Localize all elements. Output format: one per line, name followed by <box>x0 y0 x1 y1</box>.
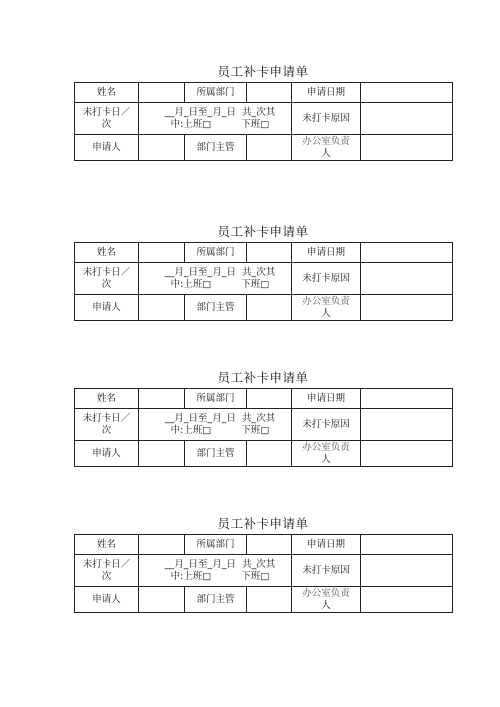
apply-date-label: 申请日期 <box>292 83 361 103</box>
dept-label: 所属部门 <box>185 535 247 555</box>
table-row <box>75 295 453 321</box>
reason-label: 未打卡原因 <box>292 555 361 587</box>
reason-label: 未打卡原因 <box>292 409 361 441</box>
dept-label: 所属部门 <box>185 83 247 103</box>
apply-date-field[interactable] <box>361 83 453 103</box>
dept-head-field[interactable] <box>247 587 292 613</box>
office-head-label-line2: 人 <box>321 599 331 611</box>
period-line2: 中:上班□ 下班□ <box>170 424 270 436</box>
period-field[interactable] <box>139 103 292 135</box>
form-3 <box>74 368 452 467</box>
dept-field[interactable] <box>247 83 292 103</box>
applicant-field[interactable] <box>139 587 185 613</box>
office-head-field[interactable] <box>361 295 453 321</box>
period-line1: __月_日至_月_日 共_次其 <box>164 266 276 278</box>
period-line2: 中:上班□ 下班□ <box>170 278 270 290</box>
table-row <box>75 409 453 441</box>
form-title: 员工补卡申请单 <box>217 64 309 79</box>
table-row <box>75 535 453 555</box>
dept-field[interactable] <box>247 535 292 555</box>
office-head-label-line2: 人 <box>321 147 331 159</box>
period-field[interactable] <box>139 409 292 441</box>
missing-date-label-line1: 未打卡日／ <box>82 106 131 118</box>
office-head-field[interactable] <box>361 441 453 467</box>
dept-label: 所属部门 <box>185 243 247 263</box>
form-table <box>74 242 453 321</box>
period-field[interactable] <box>139 263 292 295</box>
table-row <box>75 389 453 409</box>
table-row <box>75 555 453 587</box>
applicant-field[interactable] <box>139 295 185 321</box>
missing-date-label-line1: 未打卡日／ <box>82 558 131 570</box>
office-head-label-line1: 办公室负责 <box>302 587 350 599</box>
name-field[interactable] <box>139 243 185 263</box>
missing-date-label-line1: 未打卡日／ <box>82 412 131 424</box>
form-title: 员工补卡申请单 <box>217 224 309 239</box>
form-table <box>74 534 453 613</box>
applicant-label: 申请人 <box>75 135 139 161</box>
dept-label: 所属部门 <box>185 389 247 409</box>
office-head-label <box>292 441 361 467</box>
table-row <box>75 263 453 295</box>
missing-date-label <box>75 103 139 135</box>
form-4 <box>74 514 452 613</box>
missing-date-label-line2: 次 <box>101 278 112 290</box>
period-line2: 中:上班□ 下班□ <box>170 118 270 130</box>
missing-date-label-line2: 次 <box>101 118 112 130</box>
dept-head-field[interactable] <box>247 441 292 467</box>
table-row <box>75 243 453 263</box>
dept-field[interactable] <box>247 389 292 409</box>
office-head-field[interactable] <box>361 587 453 613</box>
period-line1: __月_日至_月_日 共_次其 <box>164 558 276 570</box>
reason-field[interactable] <box>361 103 453 135</box>
missing-date-label-line1: 未打卡日／ <box>82 266 131 278</box>
table-row <box>75 103 453 135</box>
office-head-label-line2: 人 <box>321 453 331 465</box>
reason-label: 未打卡原因 <box>292 263 361 295</box>
name-label: 姓名 <box>75 243 139 263</box>
missing-date-label <box>75 409 139 441</box>
dept-head-label: 部门主管 <box>185 135 247 161</box>
dept-head-field[interactable] <box>247 295 292 321</box>
apply-date-field[interactable] <box>361 535 453 555</box>
reason-field[interactable] <box>361 555 453 587</box>
office-head-label <box>292 135 361 161</box>
reason-field[interactable] <box>361 409 453 441</box>
table-row <box>75 441 453 467</box>
reason-field[interactable] <box>361 263 453 295</box>
name-label: 姓名 <box>75 389 139 409</box>
dept-head-label: 部门主管 <box>185 587 247 613</box>
dept-head-field[interactable] <box>247 135 292 161</box>
period-line1: __月_日至_月_日 共_次其 <box>164 412 276 424</box>
period-field[interactable] <box>139 555 292 587</box>
apply-date-label: 申请日期 <box>292 389 361 409</box>
applicant-field[interactable] <box>139 441 185 467</box>
applicant-field[interactable] <box>139 135 185 161</box>
name-label: 姓名 <box>75 83 139 103</box>
form-table <box>74 388 453 467</box>
applicant-label: 申请人 <box>75 295 139 321</box>
form-2 <box>74 222 452 321</box>
dept-head-label: 部门主管 <box>185 295 247 321</box>
missing-date-label <box>75 555 139 587</box>
office-head-label-line2: 人 <box>321 307 331 319</box>
office-head-label-line1: 办公室负责 <box>302 135 350 147</box>
dept-head-label: 部门主管 <box>185 441 247 467</box>
table-row <box>75 135 453 161</box>
dept-field[interactable] <box>247 243 292 263</box>
apply-date-label: 申请日期 <box>292 535 361 555</box>
applicant-label: 申请人 <box>75 587 139 613</box>
apply-date-label: 申请日期 <box>292 243 361 263</box>
period-line1: __月_日至_月_日 共_次其 <box>164 106 276 118</box>
reason-label: 未打卡原因 <box>292 103 361 135</box>
name-label: 姓名 <box>75 535 139 555</box>
office-head-field[interactable] <box>361 135 453 161</box>
missing-date-label-line2: 次 <box>101 424 112 436</box>
table-row <box>75 587 453 613</box>
office-head-label <box>292 587 361 613</box>
period-line2: 中:上班□ 下班□ <box>170 570 270 582</box>
name-field[interactable] <box>139 83 185 103</box>
form-1 <box>74 62 452 161</box>
name-field[interactable] <box>139 389 185 409</box>
form-title: 员工补卡申请单 <box>217 370 309 385</box>
office-head-label-line1: 办公室负责 <box>302 441 350 453</box>
table-row <box>75 83 453 103</box>
applicant-label: 申请人 <box>75 441 139 467</box>
apply-date-field[interactable] <box>361 389 453 409</box>
form-title: 员工补卡申请单 <box>217 516 309 531</box>
apply-date-field[interactable] <box>361 243 453 263</box>
form-table <box>74 82 453 161</box>
missing-date-label-line2: 次 <box>101 570 112 582</box>
missing-date-label <box>75 263 139 295</box>
name-field[interactable] <box>139 535 185 555</box>
office-head-label-line1: 办公室负责 <box>302 295 350 307</box>
office-head-label <box>292 295 361 321</box>
